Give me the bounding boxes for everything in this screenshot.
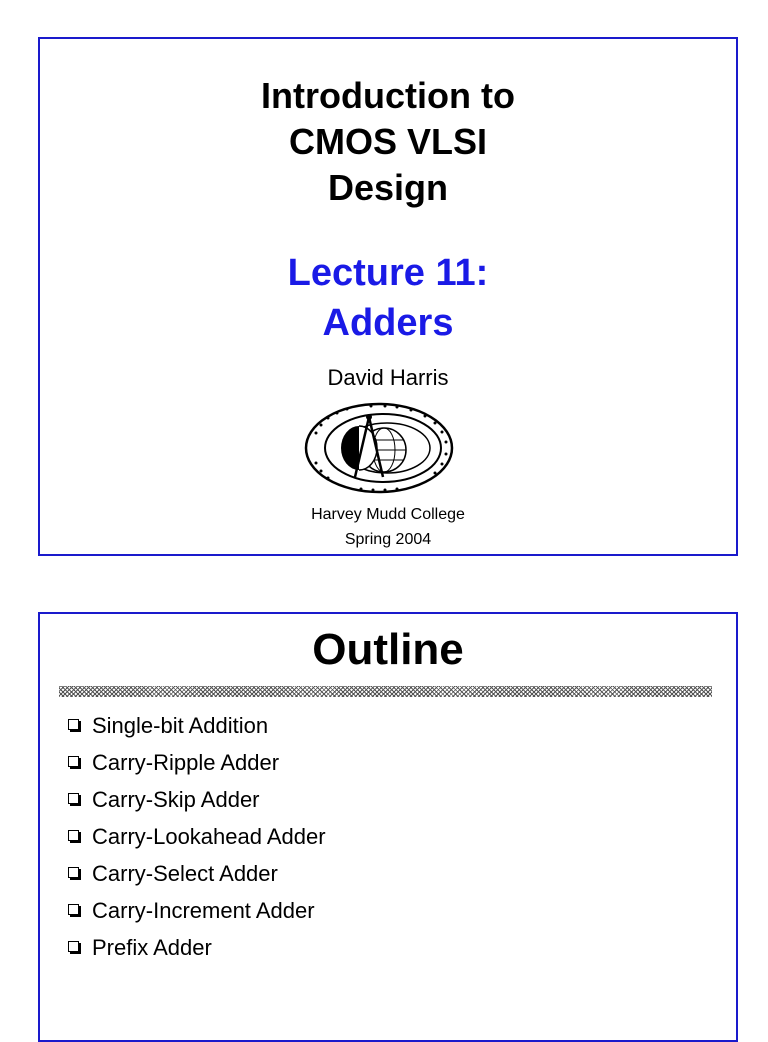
outline-item-label: Carry-Increment Adder <box>92 897 315 923</box>
checkbox-bullet-icon <box>68 719 79 730</box>
outline-item <box>68 707 326 744</box>
author-name: David Harris <box>327 365 449 390</box>
outline-list <box>68 707 326 966</box>
outline-item-label: Carry-Lookahead Adder <box>92 823 326 849</box>
lecture-title-line: Adders <box>322 302 454 344</box>
checkbox-bullet-icon <box>68 867 79 878</box>
college-seal-logo <box>301 401 456 495</box>
outline-item-label: Prefix Adder <box>92 934 212 960</box>
checkbox-bullet-icon <box>68 756 79 767</box>
outline-item-label: Carry-Ripple Adder <box>92 749 280 775</box>
outline-title: Outline <box>312 625 464 674</box>
checkbox-bullet-icon <box>68 830 79 841</box>
college-name: Harvey Mudd College <box>311 506 465 523</box>
college-info <box>40 502 736 552</box>
outline-item <box>68 744 326 781</box>
outline-slide <box>38 612 738 1042</box>
course-title-line: CMOS VLSI <box>288 121 488 162</box>
lecture-title <box>40 248 736 348</box>
outline-item-label: Carry-Select Adder <box>92 860 278 886</box>
lecture-title-line: Lecture 11: <box>287 252 489 294</box>
title-divider <box>59 686 712 697</box>
course-title-line: Design <box>327 167 449 208</box>
outline-item-label: Single-bit Addition <box>92 712 269 738</box>
outline-item-label: Carry-Skip Adder <box>92 786 260 812</box>
checkbox-bullet-icon <box>68 904 79 915</box>
checkbox-bullet-icon <box>68 793 79 804</box>
outline-item <box>68 818 326 855</box>
course-title-line: Introduction to <box>261 75 515 116</box>
outline-item <box>68 855 326 892</box>
outline-item <box>68 929 326 966</box>
outline-item <box>68 892 326 929</box>
checkbox-bullet-icon <box>68 941 79 952</box>
course-title <box>40 73 736 211</box>
outline-item <box>68 781 326 818</box>
title-slide <box>38 37 738 556</box>
term: Spring 2004 <box>344 531 432 548</box>
